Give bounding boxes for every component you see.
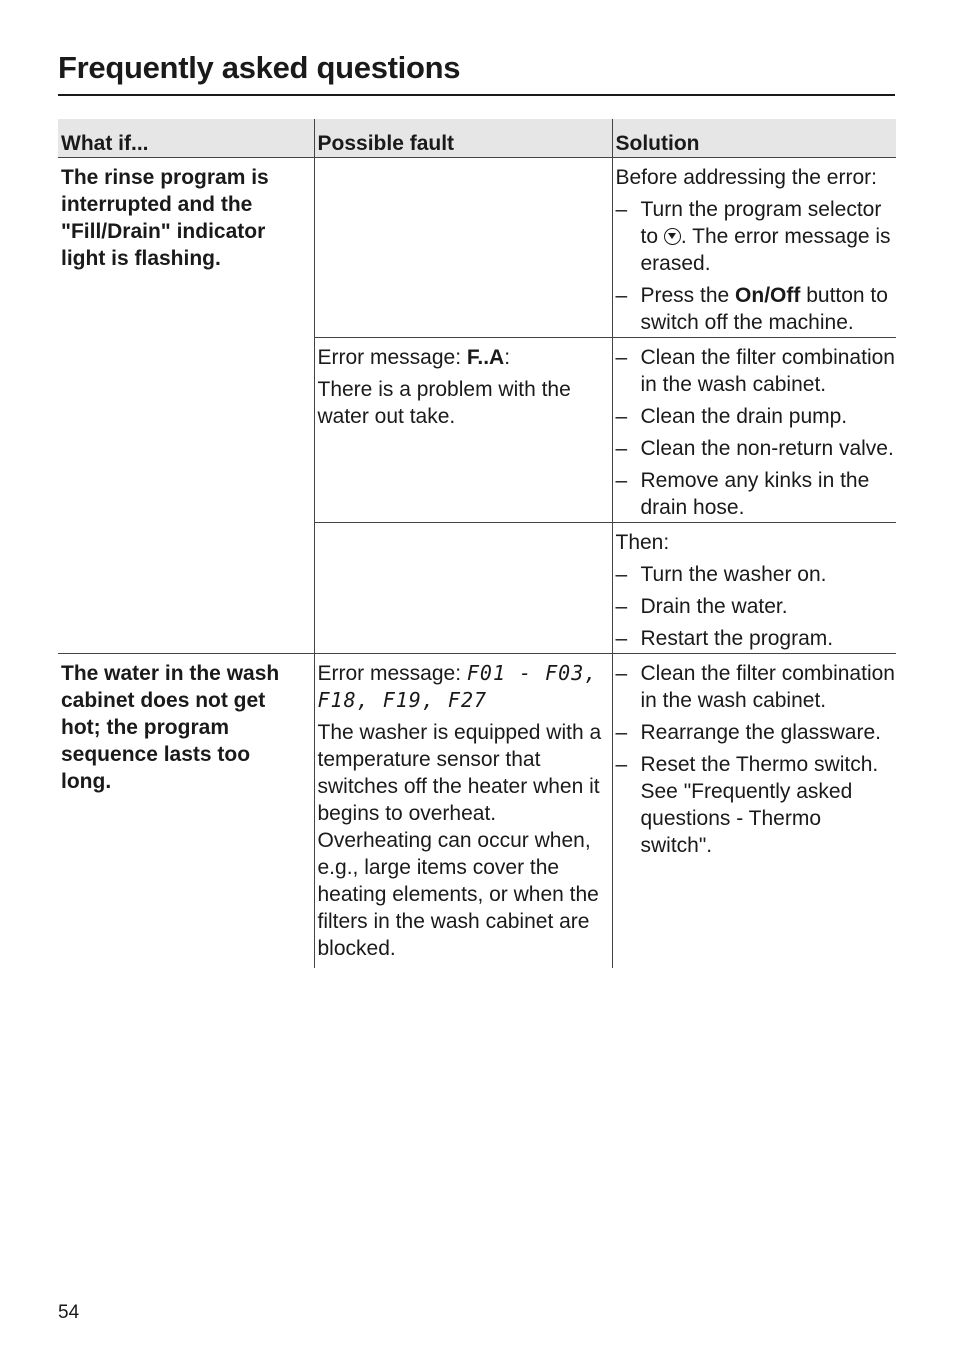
solution-cell bbox=[612, 338, 896, 523]
solution-cell bbox=[612, 654, 896, 969]
solution-step: – Rearrange the glassware. bbox=[616, 719, 897, 746]
solution-step bbox=[616, 196, 897, 277]
error-code: F..A bbox=[466, 346, 505, 369]
solution-step: – Clean the filter combination in the wash cabinet. bbox=[616, 344, 897, 398]
solution-step bbox=[616, 282, 897, 336]
solution-intro: Then: bbox=[615, 531, 670, 554]
faq-table bbox=[58, 119, 896, 968]
step-text: Press the bbox=[640, 284, 736, 307]
header-what-if: What if... bbox=[58, 119, 314, 158]
solution-step: – Clean the filter combination in the wash cabinet. bbox=[616, 660, 897, 714]
program-selector-off-icon bbox=[664, 228, 681, 245]
step-text: button to switch off the machine. bbox=[640, 284, 888, 334]
table-header-row bbox=[58, 119, 896, 158]
solution-intro: Before addressing the error: bbox=[615, 166, 877, 189]
step-text: Turn the program selector to bbox=[640, 198, 882, 248]
solution-step: – Restart the program. bbox=[616, 625, 897, 652]
fault-cell-empty bbox=[314, 523, 612, 654]
error-codes: F01 - F03, F18, F19, F27 bbox=[317, 661, 598, 712]
solution-step: – Remove any kinks in the drain hose. bbox=[616, 467, 897, 521]
solution-step: – Drain the water. bbox=[616, 593, 897, 620]
fault-cell bbox=[314, 338, 612, 523]
solution-step: – Reset the Thermo switch. See "Frequently asked questions - Thermo switch". bbox=[616, 751, 897, 859]
error-colon: : bbox=[504, 346, 511, 369]
header-solution: Solution bbox=[612, 119, 896, 158]
table-row bbox=[58, 158, 896, 338]
page-title: Frequently asked questions bbox=[58, 50, 895, 96]
fault-description: There is a problem with the water out take. bbox=[317, 378, 571, 428]
error-message bbox=[318, 344, 612, 371]
on-off-button-label: On/Off bbox=[735, 284, 801, 307]
fault-cell bbox=[314, 654, 612, 969]
header-possible-fault: Possible fault bbox=[314, 119, 612, 158]
error-label: Error message: bbox=[317, 346, 467, 369]
page-number: 54 bbox=[58, 1302, 80, 1323]
fault-description: The washer is equipped with a temperature sensor that switches off the heater when it begins to overheat. Overheating can occur when, e.g., large items cover the heating elements, or when the filters in the wash cabinet are blocked. bbox=[317, 721, 602, 960]
solution-cell bbox=[612, 158, 896, 338]
error-message bbox=[318, 660, 612, 714]
what-if-cell: The rinse program is interrupted and the "Fill/Drain" indicator light is flashing. bbox=[61, 166, 269, 270]
fault-cell-empty bbox=[314, 158, 612, 338]
solution-cell bbox=[612, 523, 896, 654]
solution-step: – Turn the washer on. bbox=[616, 561, 897, 588]
solution-step: – Clean the non-return valve. bbox=[616, 435, 897, 462]
table-row bbox=[58, 654, 896, 969]
step-text: . The error message is erased. bbox=[640, 225, 891, 275]
what-if-cell: The water in the wash cabinet does not get hot; the program sequence lasts too long. bbox=[58, 654, 314, 969]
solution-step: – Clean the drain pump. bbox=[616, 403, 897, 430]
error-label: Error message: bbox=[317, 662, 467, 685]
